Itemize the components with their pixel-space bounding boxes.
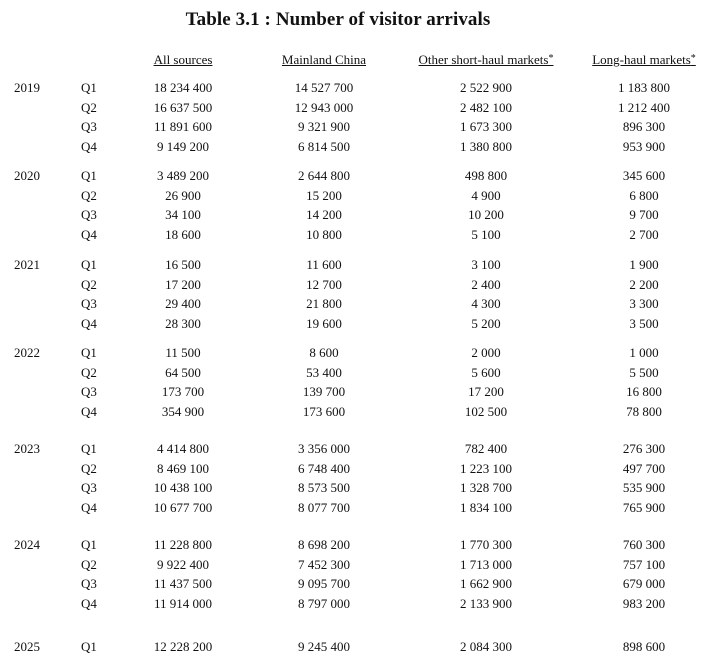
table-cell: 5 100 (471, 226, 501, 242)
table-cell: 4 900 (471, 187, 501, 203)
quarter-label: Q4 (81, 595, 97, 611)
table-cell: 2 700 (629, 226, 659, 242)
table-cell: 11 228 800 (153, 537, 213, 552)
table-cell: 2 000 (471, 345, 501, 360)
table-cell: 78 800 (626, 403, 662, 419)
table-cell: 8 600 (309, 345, 339, 360)
quarter-label: Q2 (81, 364, 97, 380)
table-cell: 1 662 900 (460, 576, 512, 592)
year-label: 2020 (14, 168, 40, 183)
table-cell: 5 500 (629, 364, 659, 380)
quarter-label: Q1 (81, 441, 97, 456)
table-cell: 8 797 000 (298, 595, 350, 611)
table-cell: 28 300 (165, 315, 201, 331)
table-cell: 21 800 (306, 296, 342, 312)
table-cell: 953 900 (622, 138, 666, 154)
quarter-label: Q1 (81, 345, 97, 360)
table-cell: 1 713 000 (460, 556, 512, 572)
year-label: 2021 (14, 257, 40, 272)
table-cell: 10 800 (306, 226, 342, 242)
table-cell: 6 748 400 (298, 460, 350, 476)
quarter-label: Q2 (81, 99, 97, 115)
table-cell: 64 500 (165, 364, 201, 380)
table-cell: 19 600 (306, 315, 342, 331)
table-cell: 535 900 (622, 480, 666, 496)
table-cell: 782 400 (464, 441, 508, 456)
table-cell: 1 223 100 (460, 460, 512, 476)
table-cell: 14 527 700 (294, 80, 354, 95)
quarter-label: Q1 (81, 80, 97, 95)
quarter-label: Q1 (81, 168, 97, 183)
table-title: Table 3.1 : Number of visitor arrivals (185, 9, 491, 30)
table-cell: 2 644 800 (298, 168, 350, 183)
table-cell: 9 321 900 (298, 119, 350, 135)
table-cell: 9 922 400 (157, 556, 209, 572)
table-cell: 5 600 (471, 364, 501, 380)
table-cell: 29 400 (165, 296, 201, 312)
quarter-label: Q3 (81, 296, 97, 312)
table-cell: 760 300 (622, 537, 666, 552)
table-cell: 11 600 (306, 257, 342, 272)
table-cell: 8 077 700 (298, 499, 350, 515)
table-cell: 4 300 (471, 296, 501, 312)
footnote-marker: * (548, 53, 554, 64)
table-cell: 18 600 (165, 226, 201, 242)
table-cell: 12 228 200 (153, 639, 213, 654)
table-cell: 6 814 500 (298, 138, 350, 154)
table-cell: 1 183 800 (618, 80, 670, 95)
quarter-label: Q1 (81, 537, 97, 552)
table-cell: 16 500 (165, 257, 201, 272)
table-cell: 11 891 600 (153, 119, 213, 135)
table-cell: 16 637 500 (153, 99, 213, 115)
table-cell: 3 356 000 (298, 441, 350, 456)
quarter-label: Q4 (81, 138, 97, 154)
table-cell: 345 600 (622, 168, 666, 183)
quarter-label: Q4 (81, 499, 97, 515)
table-cell: 679 000 (622, 576, 666, 592)
table-cell: 9 245 400 (298, 639, 350, 654)
table-cell: 1 834 100 (460, 499, 512, 515)
table-cell: 10 200 (468, 207, 504, 223)
table-cell: 8 698 200 (298, 537, 350, 552)
quarter-label: Q3 (81, 119, 97, 135)
table-cell: 2 482 100 (460, 99, 512, 115)
table-cell: 3 489 200 (157, 168, 209, 183)
quarter-label: Q2 (81, 187, 97, 203)
table-cell: 4 414 800 (157, 441, 209, 456)
table-cell: 102 500 (464, 403, 508, 419)
column-header-label: All sources (153, 52, 213, 67)
table-cell: 10 438 100 (153, 480, 213, 496)
quarter-label: Q3 (81, 480, 97, 496)
quarter-label: Q3 (81, 384, 97, 400)
table-cell: 10 677 700 (153, 499, 213, 515)
table-cell: 1 770 300 (460, 537, 512, 552)
table-cell: 1 380 800 (460, 138, 512, 154)
quarter-label: Q2 (81, 556, 97, 572)
table-cell: 896 300 (622, 119, 666, 135)
quarter-label: Q4 (81, 226, 97, 242)
column-header-label: Mainland China (281, 52, 367, 67)
quarter-label: Q1 (81, 639, 97, 654)
table-cell: 9 149 200 (157, 138, 209, 154)
table-cell: 7 452 300 (298, 556, 350, 572)
table-cell: 15 200 (306, 187, 342, 203)
table-cell: 17 200 (165, 276, 201, 292)
table-cell: 9 700 (629, 207, 659, 223)
quarter-label: Q4 (81, 315, 97, 331)
table-cell: 11 500 (165, 345, 201, 360)
table-cell: 757 100 (622, 556, 666, 572)
column-header-label: Other short-haul markets (418, 52, 549, 67)
table-cell: 3 300 (629, 296, 659, 312)
table-cell: 1 212 400 (618, 99, 670, 115)
table-cell: 1 673 300 (460, 119, 512, 135)
table-cell: 11 914 000 (153, 595, 213, 611)
table-cell: 1 000 (629, 345, 659, 360)
table-cell: 18 234 400 (153, 80, 213, 95)
year-label: 2025 (14, 639, 40, 654)
table-cell: 765 900 (622, 499, 666, 515)
column-header (282, 52, 366, 68)
table-cell: 17 200 (468, 384, 504, 400)
table-cell: 2 200 (629, 276, 659, 292)
table-cell: 2 133 900 (460, 595, 512, 611)
year-label: 2024 (14, 537, 40, 552)
table-cell: 2 400 (471, 276, 501, 292)
table-cell: 12 943 000 (294, 99, 354, 115)
table-cell: 11 437 500 (153, 576, 213, 592)
table-cell: 498 800 (464, 168, 508, 183)
table-cell: 3 500 (629, 315, 659, 331)
column-header (154, 52, 213, 68)
quarter-label: Q3 (81, 576, 97, 592)
table-cell: 34 100 (165, 207, 201, 223)
table-cell: 276 300 (622, 441, 666, 456)
quarter-label: Q4 (81, 403, 97, 419)
table-cell: 14 200 (306, 207, 342, 223)
column-header (592, 52, 696, 68)
table-cell: 983 200 (622, 595, 666, 611)
table-cell: 898 600 (622, 639, 666, 654)
table-cell: 497 700 (622, 460, 666, 476)
quarter-label: Q3 (81, 207, 97, 223)
footnote-marker: * (690, 53, 696, 64)
table-cell: 354 900 (161, 403, 205, 419)
table-cell: 12 700 (306, 276, 342, 292)
table-cell: 9 095 700 (298, 576, 350, 592)
table-cell: 53 400 (306, 364, 342, 380)
table-cell: 8 573 500 (298, 480, 350, 496)
table-cell: 173 700 (161, 384, 205, 400)
table-cell: 6 800 (629, 187, 659, 203)
column-header (419, 52, 554, 68)
table-cell: 3 100 (471, 257, 501, 272)
quarter-label: Q2 (81, 460, 97, 476)
table-cell: 2 084 300 (460, 639, 512, 654)
table-cell: 1 328 700 (460, 480, 512, 496)
quarter-label: Q1 (81, 257, 97, 272)
table-cell: 173 600 (302, 403, 346, 419)
table-cell: 16 800 (626, 384, 662, 400)
table-cell: 2 522 900 (460, 80, 512, 95)
table-cell: 5 200 (471, 315, 501, 331)
year-label: 2023 (14, 441, 40, 456)
table-cell: 8 469 100 (157, 460, 209, 476)
column-header-label: Long-haul markets (592, 52, 691, 67)
quarter-label: Q2 (81, 276, 97, 292)
table-cell: 139 700 (302, 384, 346, 400)
year-label: 2022 (14, 345, 40, 360)
table-cell: 1 900 (629, 257, 659, 272)
table-cell: 26 900 (165, 187, 201, 203)
year-label: 2019 (14, 80, 40, 95)
